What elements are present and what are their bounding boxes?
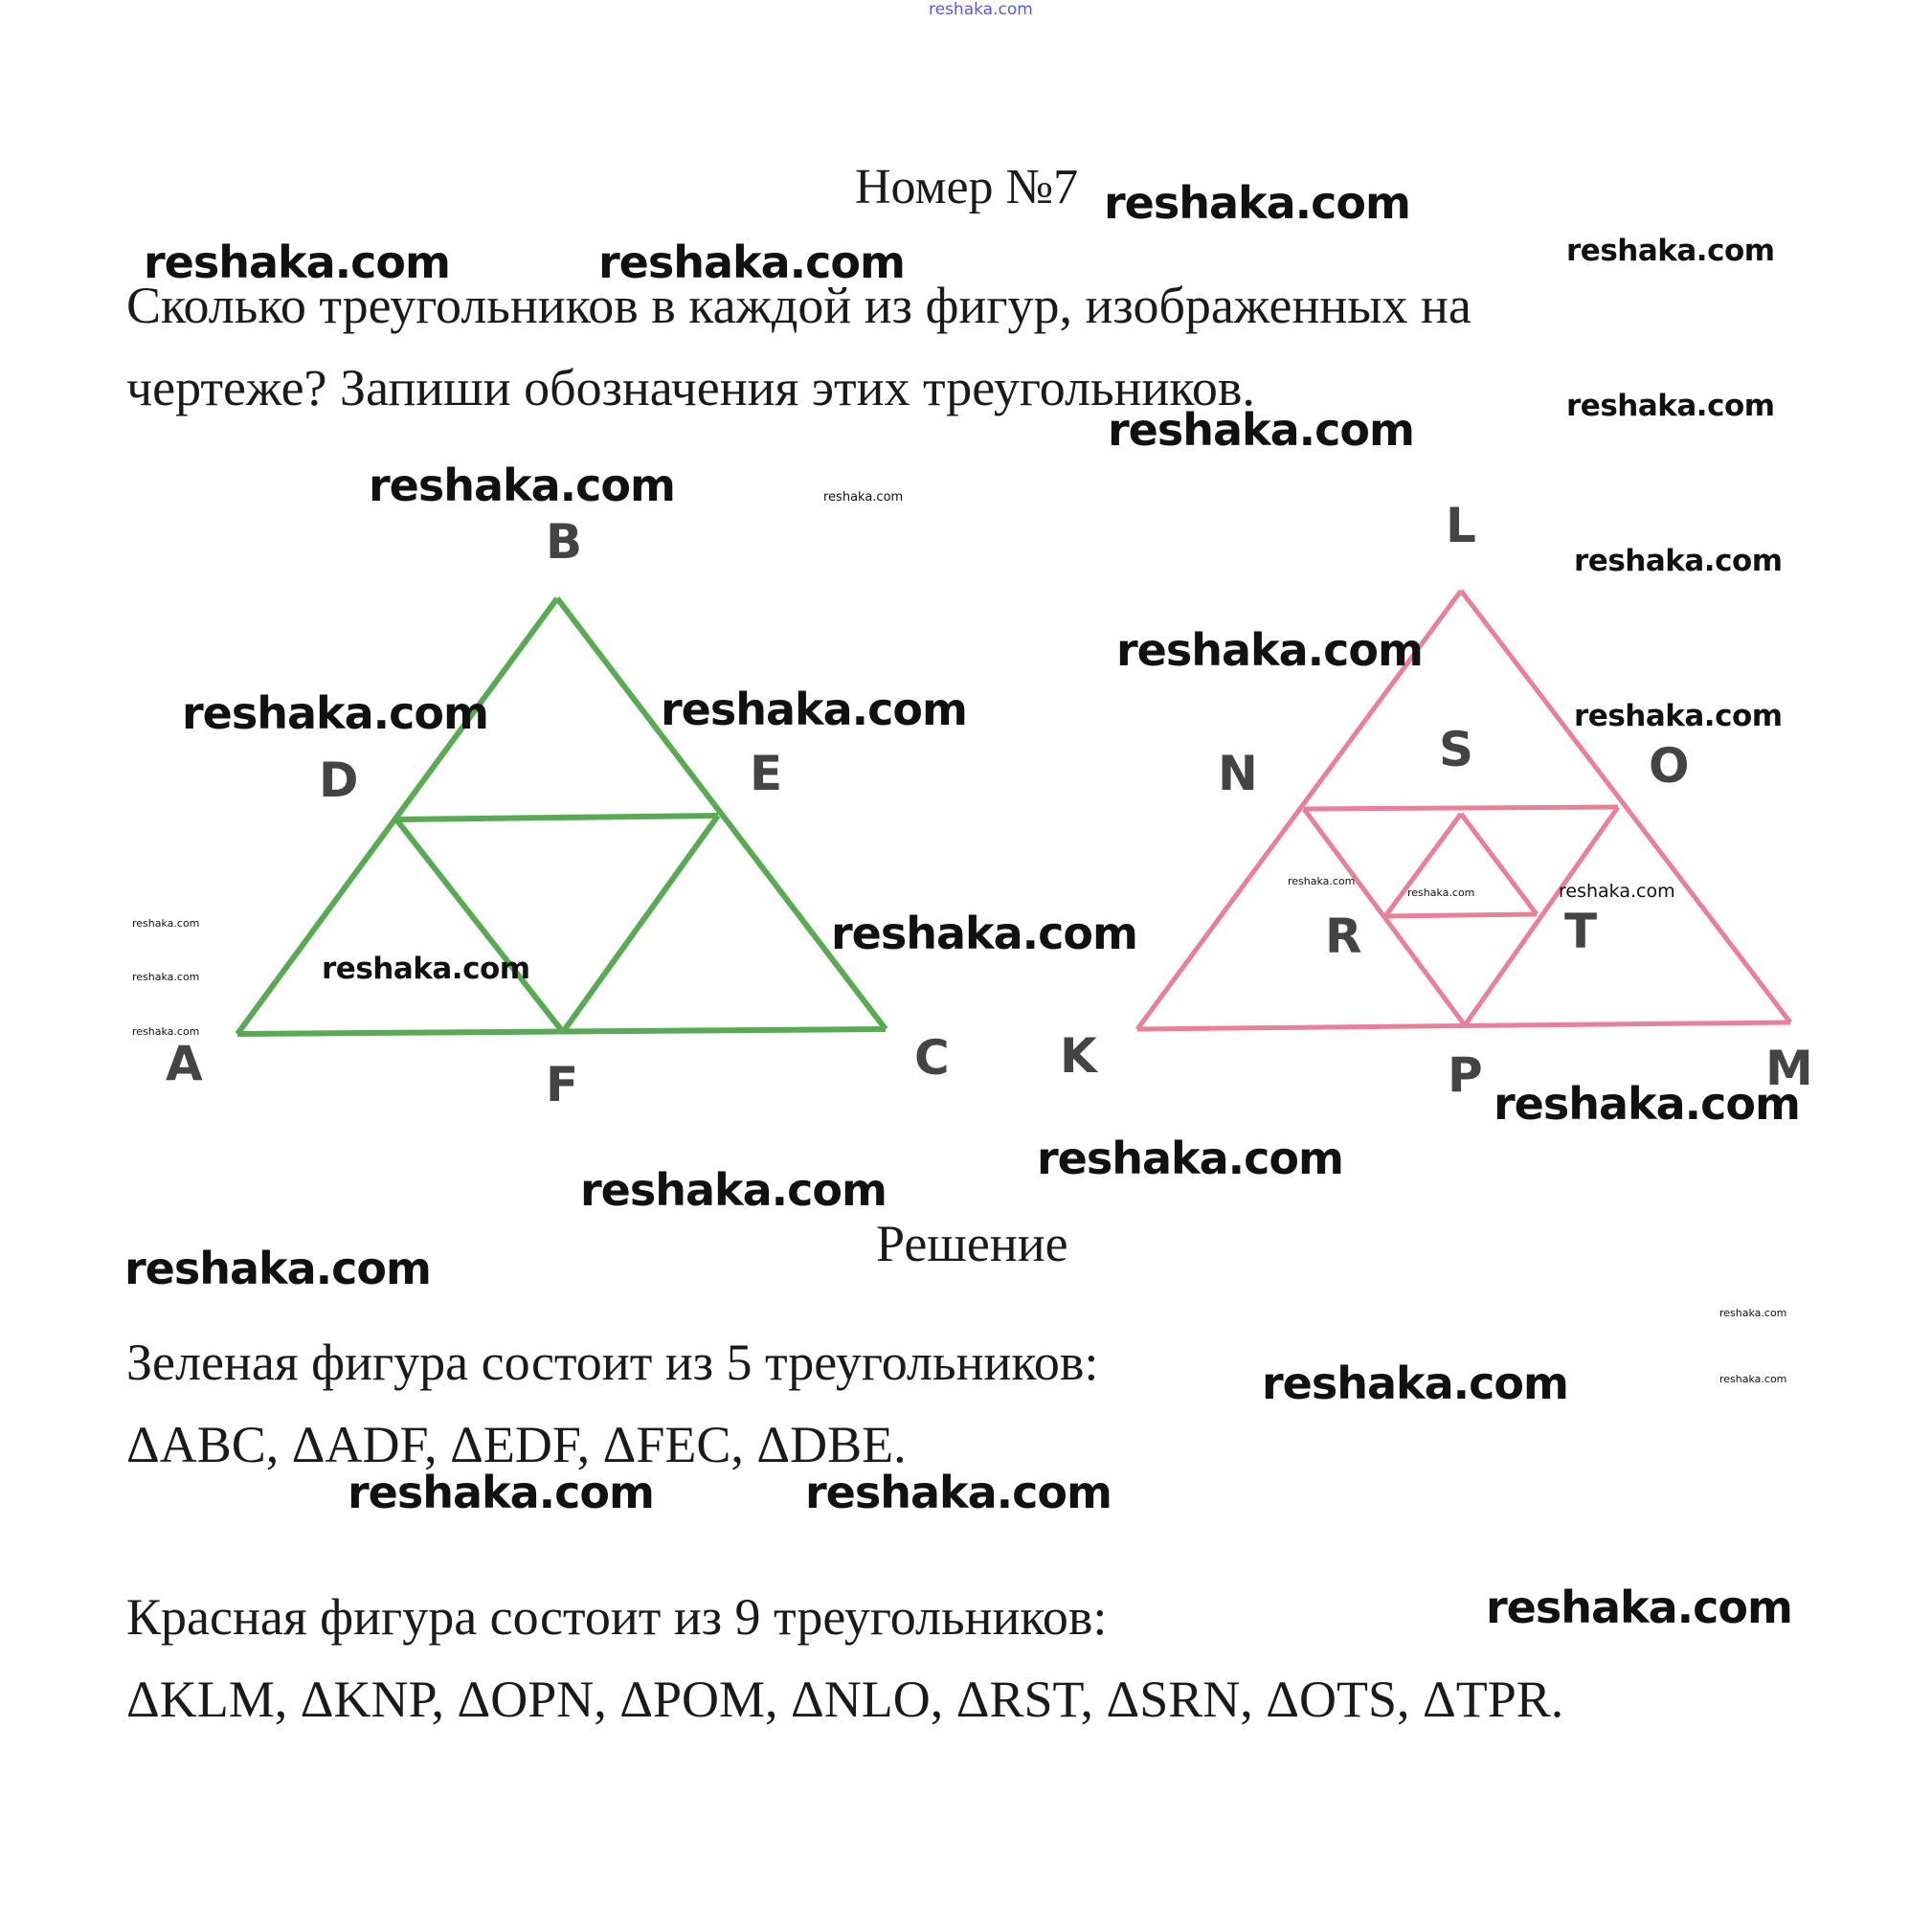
watermark: reshaka.com	[1574, 699, 1783, 733]
watermark: reshaka.com	[1574, 544, 1783, 578]
green-label-e: E	[750, 746, 783, 801]
watermark: reshaka.com	[1719, 1373, 1787, 1385]
green-segment-df	[396, 819, 563, 1032]
green-label-c: C	[914, 1030, 950, 1086]
solution-heading: Решение	[876, 1215, 1068, 1272]
watermark: reshaka.com	[1486, 1582, 1792, 1633]
red-label-m: M	[1765, 1041, 1813, 1096]
green-label-a: A	[166, 1036, 203, 1091]
watermark: reshaka.com	[661, 684, 967, 735]
watermark: reshaka.com	[1719, 1307, 1787, 1319]
watermark: reshaka.com	[1104, 177, 1410, 229]
watermark: reshaka.com	[1037, 1133, 1343, 1184]
red-label-o: O	[1649, 738, 1690, 794]
watermark: reshaka.com	[1407, 886, 1475, 899]
watermark: reshaka.com	[1566, 234, 1775, 268]
red-segment-rs	[1385, 814, 1461, 916]
red-label-n: N	[1218, 746, 1258, 801]
question-line-1: Сколько треугольников в каждой из фигур, изображенных на	[126, 277, 1471, 334]
red-answer-line-2: ΔKLM, ΔKNP, ΔOPN, ΔPOM, ΔNLO, ΔRST, ΔSRN, ΔOTS, ΔTPR.	[126, 1671, 1564, 1728]
red-segment-st	[1461, 814, 1537, 914]
watermark: reshaka.com	[132, 971, 200, 983]
red-label-p: P	[1448, 1047, 1483, 1103]
watermark: reshaka.com	[322, 952, 530, 986]
red-label-l: L	[1446, 498, 1476, 553]
red-answer-line-1: Красная фигура состоит из 9 треугольников:	[126, 1588, 1108, 1646]
watermark: reshaka.com	[1559, 881, 1675, 902]
watermark: reshaka.com	[348, 1467, 654, 1518]
red-segment-no	[1304, 807, 1618, 809]
watermark: reshaka.com	[580, 1164, 887, 1216]
watermark: reshaka.com	[1566, 389, 1775, 423]
watermark: reshaka.com	[1108, 404, 1414, 456]
green-answer-line-1: Зеленая фигура состоит из 5 треугольников:	[126, 1334, 1099, 1391]
watermark: reshaka.com	[144, 236, 450, 288]
red-label-k: K	[1060, 1028, 1097, 1084]
watermark: reshaka.com	[1288, 875, 1356, 887]
question-line-2: чертеже? Запиши обозначения этих треугольников.	[126, 359, 1255, 416]
red-label-r: R	[1325, 909, 1362, 964]
page-title: Номер №7	[855, 160, 1079, 214]
watermark: reshaka.com	[823, 490, 904, 505]
watermark: reshaka.com	[182, 687, 488, 739]
green-side-bc	[557, 598, 886, 1029]
watermark: reshaka.com	[831, 908, 1137, 959]
green-segment-ef	[563, 816, 718, 1032]
red-label-t: T	[1564, 904, 1598, 959]
green-segment-de	[396, 816, 718, 819]
watermark: reshaka.com	[1494, 1078, 1800, 1130]
watermark: reshaka.com	[598, 236, 905, 288]
green-label-b: B	[546, 514, 583, 570]
green-label-f: F	[546, 1057, 579, 1112]
watermark: reshaka.com	[124, 1243, 431, 1294]
watermark: reshaka.com	[1116, 624, 1423, 676]
green-answer-line-2: ΔABC, ΔADF, ΔEDF, ΔFEC, ΔDBE.	[126, 1416, 907, 1473]
watermark: reshaka.com	[805, 1467, 1112, 1518]
watermark: reshaka.com	[132, 917, 200, 930]
watermark: reshaka.com	[369, 460, 675, 511]
green-label-d: D	[319, 752, 359, 808]
watermark: reshaka.com	[1262, 1357, 1568, 1409]
red-label-s: S	[1439, 722, 1474, 777]
red-segment-rt	[1385, 914, 1537, 916]
watermark: reshaka.com	[929, 0, 1033, 19]
watermark: reshaka.com	[132, 1025, 200, 1038]
